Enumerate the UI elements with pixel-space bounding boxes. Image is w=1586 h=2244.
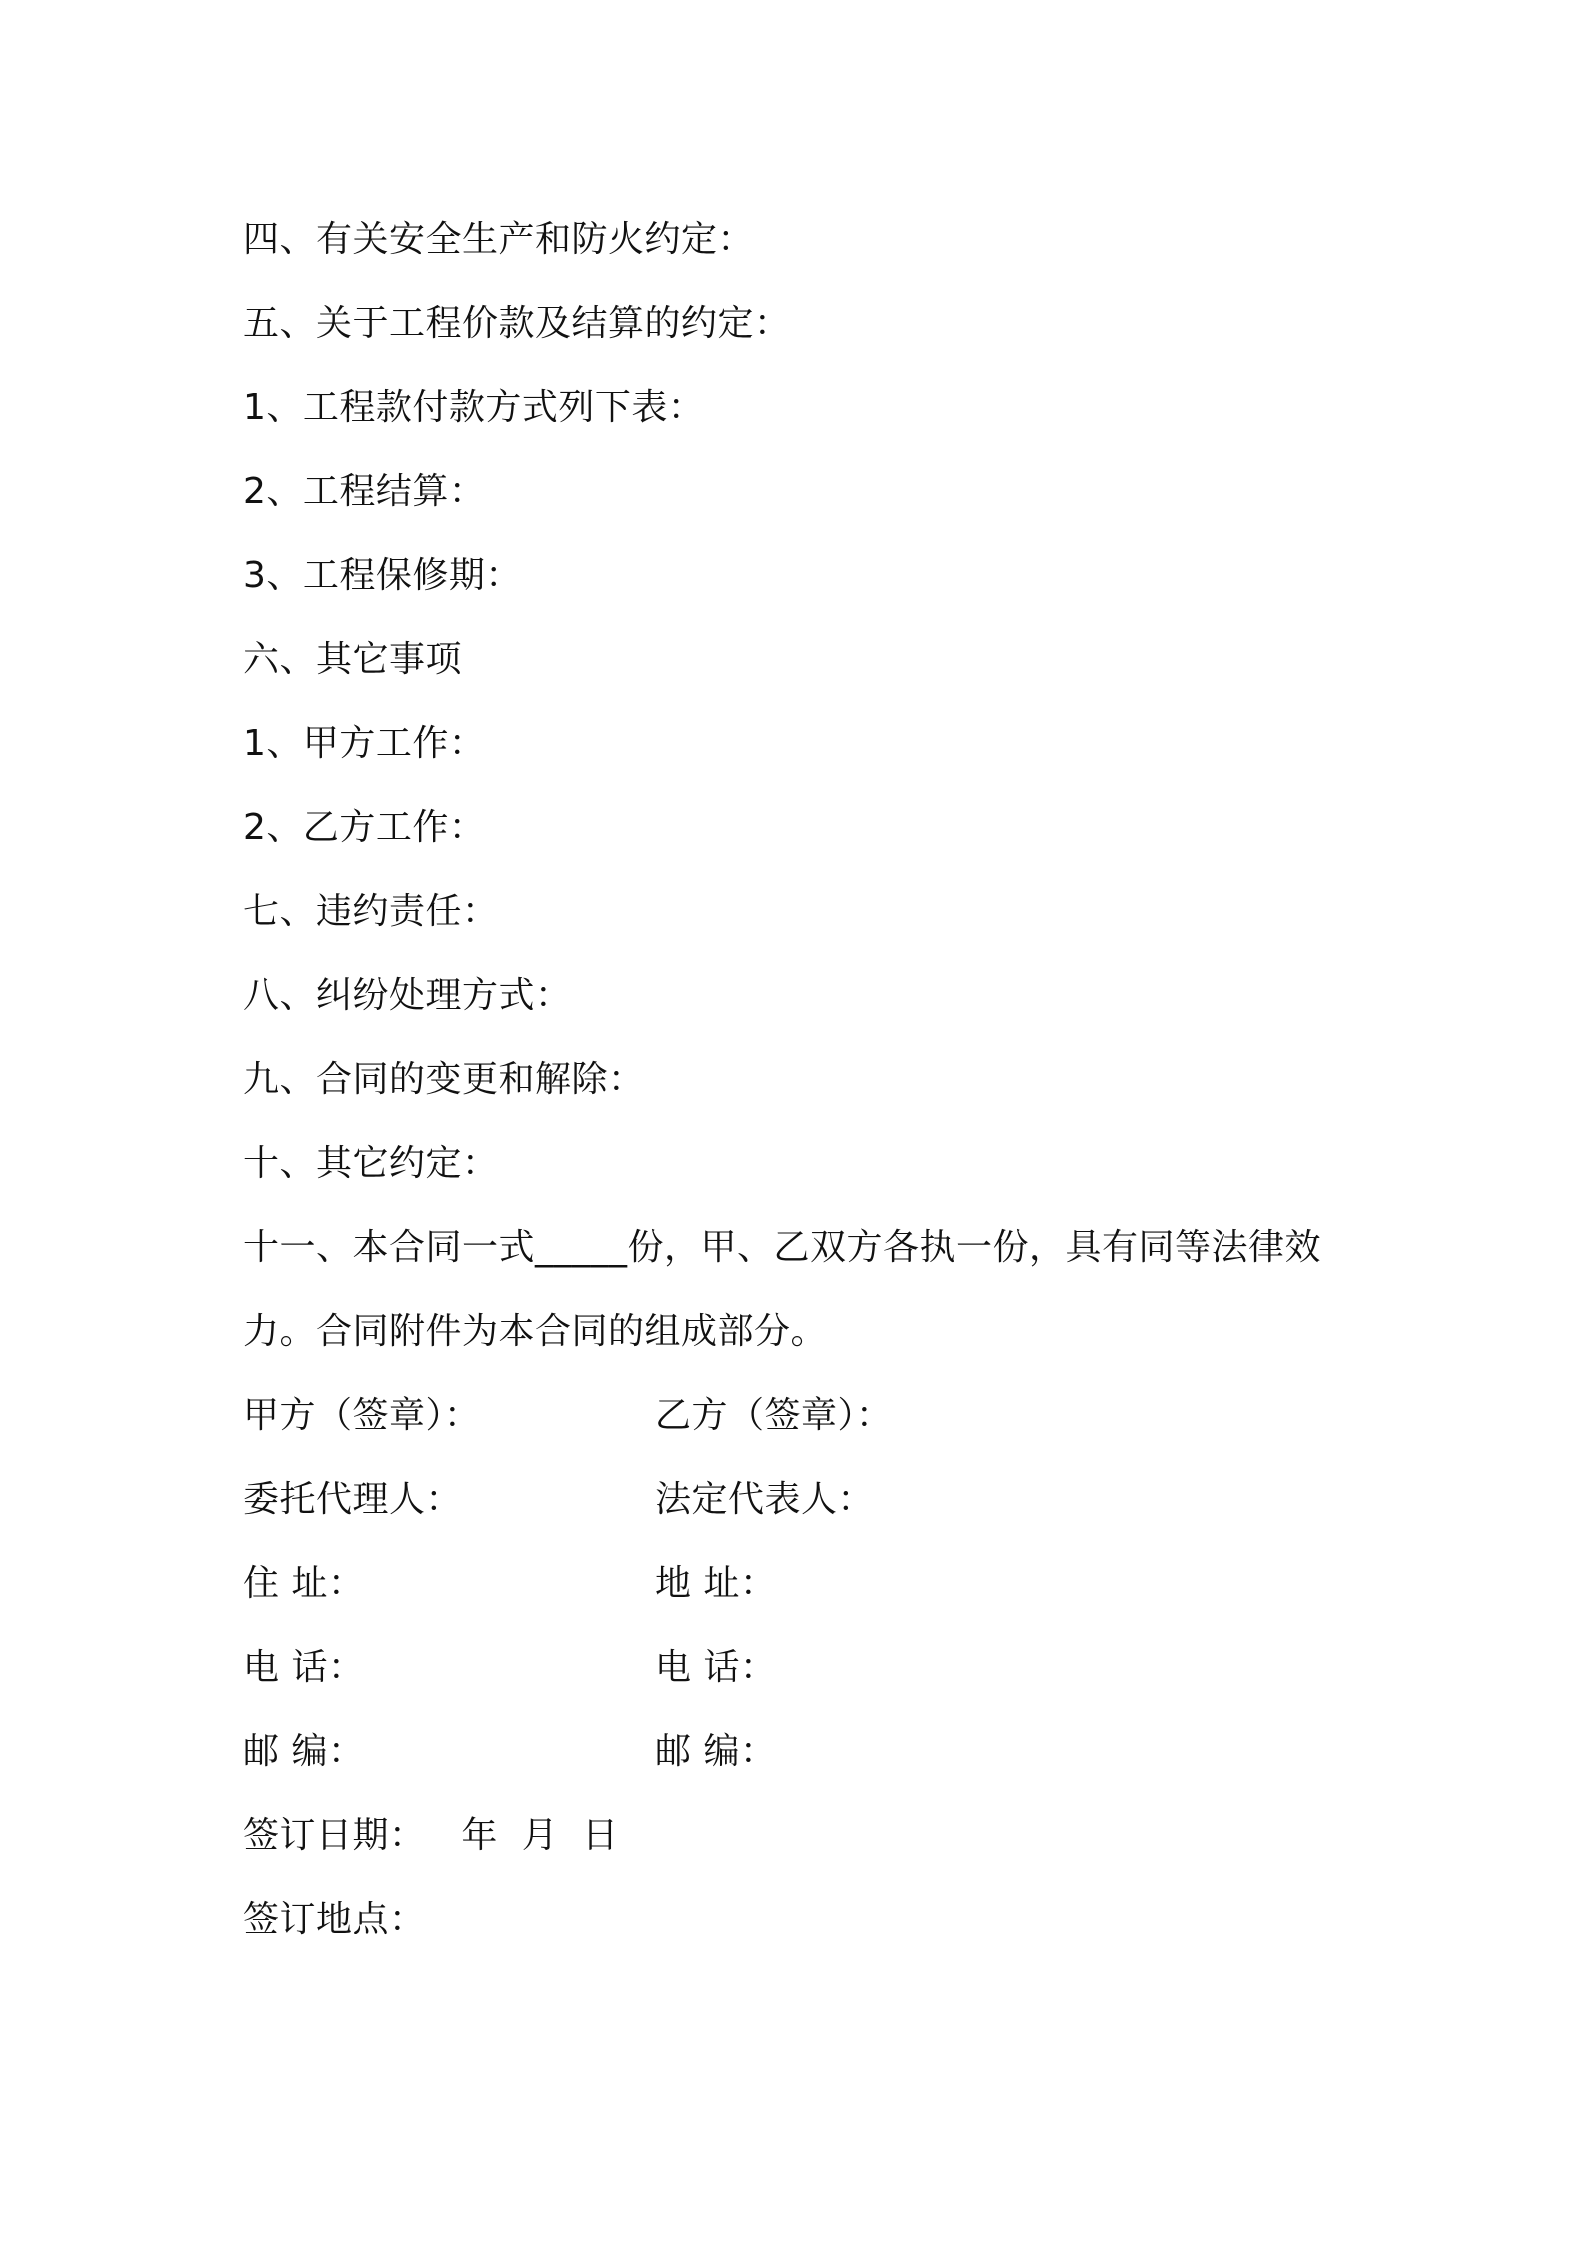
agent-label: 委托代理人：: [243, 1479, 463, 1520]
signature-address-row: [243, 1542, 1363, 1626]
item-payment-method: 1、工程款付款方式列下表：: [243, 387, 705, 428]
section-price-settlement: 五、关于工程价款及结算的约定：: [243, 303, 791, 344]
sign-place-label: 签订地点：: [243, 1899, 426, 1940]
party-a-seal-label: 甲方（签章）：: [243, 1395, 481, 1436]
section-breach-liability: 七、违约责任：: [243, 891, 499, 932]
section-change-termination: 九、合同的变更和解除：: [243, 1059, 645, 1100]
phone-a-label: 电 话：: [243, 1647, 365, 1688]
postcode-a-label: 邮 编：: [243, 1731, 365, 1772]
sign-date-label: 签订日期： 年 月 日: [243, 1815, 619, 1856]
section-copies-validity: 十一、本合同一式_____份，甲、乙双方各执一份，具有同等法律效力。合同附件为本合同的组成部分。: [243, 1227, 1322, 1352]
item-party-a-work: 1、甲方工作：: [243, 723, 486, 764]
legal-rep-label: 法定代表人：: [655, 1479, 875, 1520]
section-dispute-resolution: 八、纠纷处理方式：: [243, 975, 572, 1016]
party-b-seal-label: 乙方（签章）：: [655, 1395, 893, 1436]
item-party-b-work: 2、乙方工作：: [243, 807, 486, 848]
contract-body: [243, 198, 1363, 1962]
postcode-b-label: 邮 编：: [655, 1731, 777, 1772]
address-label: 地 址：: [655, 1563, 777, 1604]
signature-representative-row: [243, 1458, 1363, 1542]
item-warranty-period: 3、工程保修期：: [243, 555, 522, 596]
section-safety-fire: 四、有关安全生产和防火约定：: [243, 219, 755, 260]
section-other-matters: 六、其它事项: [243, 639, 463, 680]
phone-b-label: 电 话：: [655, 1647, 777, 1688]
signature-seal-row: [243, 1374, 1363, 1458]
item-settlement: 2、工程结算：: [243, 471, 486, 512]
signature-phone-row: [243, 1626, 1363, 1710]
residence-label: 住 址：: [243, 1563, 365, 1604]
section-other-agreements: 十、其它约定：: [243, 1143, 499, 1184]
signature-postcode-row: [243, 1710, 1363, 1794]
